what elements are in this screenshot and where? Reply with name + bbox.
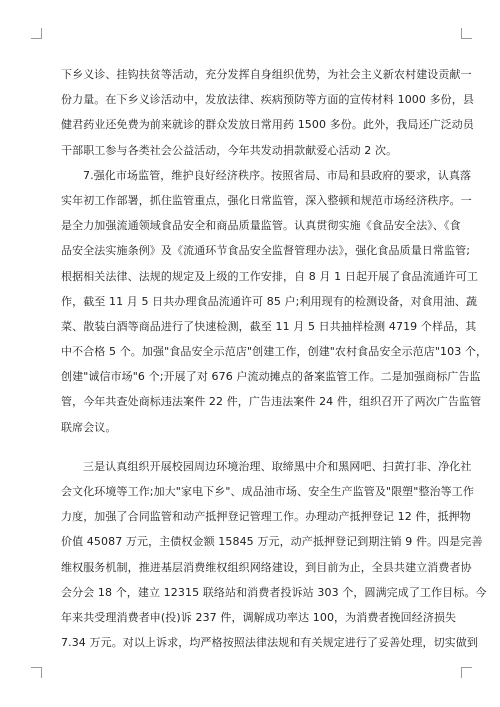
text-line: 联席会议。 bbox=[61, 420, 117, 434]
text-line: 会文化环境等工作;加大"家电下乡"、成品油市场、安全生产监管及"限塑"整治等工作 bbox=[61, 485, 474, 498]
crop-mark-bottom-right bbox=[461, 667, 472, 678]
text-line: 作，截至 11 月 5 日共办理食品流通许可 85 户;利用现有的检测设备，对食用油、蔬 bbox=[61, 294, 478, 308]
text-line: 是全力加强流通领域食品安全和商品质量监管。认真贯彻实施《食品安全法》、《食 bbox=[61, 219, 461, 233]
text-line: 干部职工参与各类社会公益活动，今年共发动捐款献爱心活动 2 次。 bbox=[61, 143, 398, 157]
text-line: 价值 45087 万元，主债权金额 15845 万元，动产抵押登记到期注销 9 件。四是完善 bbox=[61, 535, 483, 549]
crop-mark-top-left bbox=[31, 28, 42, 39]
text-line: 力度，加强了合同监管和动产抵押登记管理工作。办理动产抵押登记 12 件，抵押物 bbox=[61, 510, 471, 524]
text-line: 维权服务机制，推进基层消费维权组织网络建设，到目前为止，全县共建立消费者协 bbox=[61, 560, 472, 574]
text-line: 年来共受理消费者申(投)诉 237 件，调解成功率达 100，为消费者挽回经济损失 bbox=[61, 610, 457, 624]
text-line: 实年初工作部署，抓住监管重点，强化日常监管，深入整顿和规范市场经济秩序。一 bbox=[61, 193, 472, 207]
text-line: 健君药业还免费为前来就诊的群众发放日常用药 1500 多份。此外，我局还广泛动员 bbox=[61, 118, 474, 132]
text-line: 中不合格 5 个。加强"食品安全示范店"创建工作，创建"农村食品安全示范店"103 个， bbox=[61, 345, 488, 359]
paragraph-3 bbox=[61, 454, 487, 656]
text-line: 创建"诚信市场"6 个;开展了对 676 户流动摊点的备案监管工作。二是加强商标广告监 bbox=[61, 370, 481, 384]
text-line: 下乡义诊、挂钩扶贫等活动，充分发挥自身组织优势，为社会主义新农村建设贡献一 bbox=[61, 68, 472, 81]
crop-mark-top-right bbox=[461, 28, 472, 39]
paragraph-1 bbox=[61, 62, 474, 163]
text-line: 份力量。在下乡义诊活动中，发放法律、疾病预防等方面的宣传材料 1000 多份，县 bbox=[61, 93, 474, 107]
paragraph-2 bbox=[61, 163, 488, 440]
text-line: 会分会 18 个，建立 12315 联络站和消费者投诉站 303 个，圆满完成了工作目标。今 bbox=[61, 585, 487, 599]
text-line: 菜、散装白酒等商品进行了快速检测，截至 11 月 5 日共抽样检测 4719 个样品，其 bbox=[61, 319, 477, 333]
text-line: 三是认真组织开展校园周边环境治理、取缔黑中介和黑网吧、扫黄打非、净化社 bbox=[83, 459, 472, 473]
text-line: 管，今年共查处商标违法案件 22 件，广告违法案件 24 件，组织召开了两次广告监管 bbox=[61, 395, 482, 409]
text-line: 品安全法实施条例》及《流通环节食品安全监督管理办法》，强化食品质量日常监管; bbox=[61, 244, 471, 258]
crop-mark-bottom-left bbox=[31, 667, 42, 678]
paragraph-spacer bbox=[61, 440, 441, 454]
document-body bbox=[61, 62, 488, 655]
text-line: 7.34 万元。对以上诉求，均严格按照法律法规和有关规定进行了妥善处理，切实做到 bbox=[61, 636, 478, 650]
text-line: 7.强化市场监管，维护良好经济秩序。按照省局、市局和县政府的要求，认真落 bbox=[83, 168, 472, 182]
text-line: 根据相关法律、法规的规定及上级的工作安排，自 8 月 1 日起开展了食品流通许可工 bbox=[61, 269, 479, 283]
